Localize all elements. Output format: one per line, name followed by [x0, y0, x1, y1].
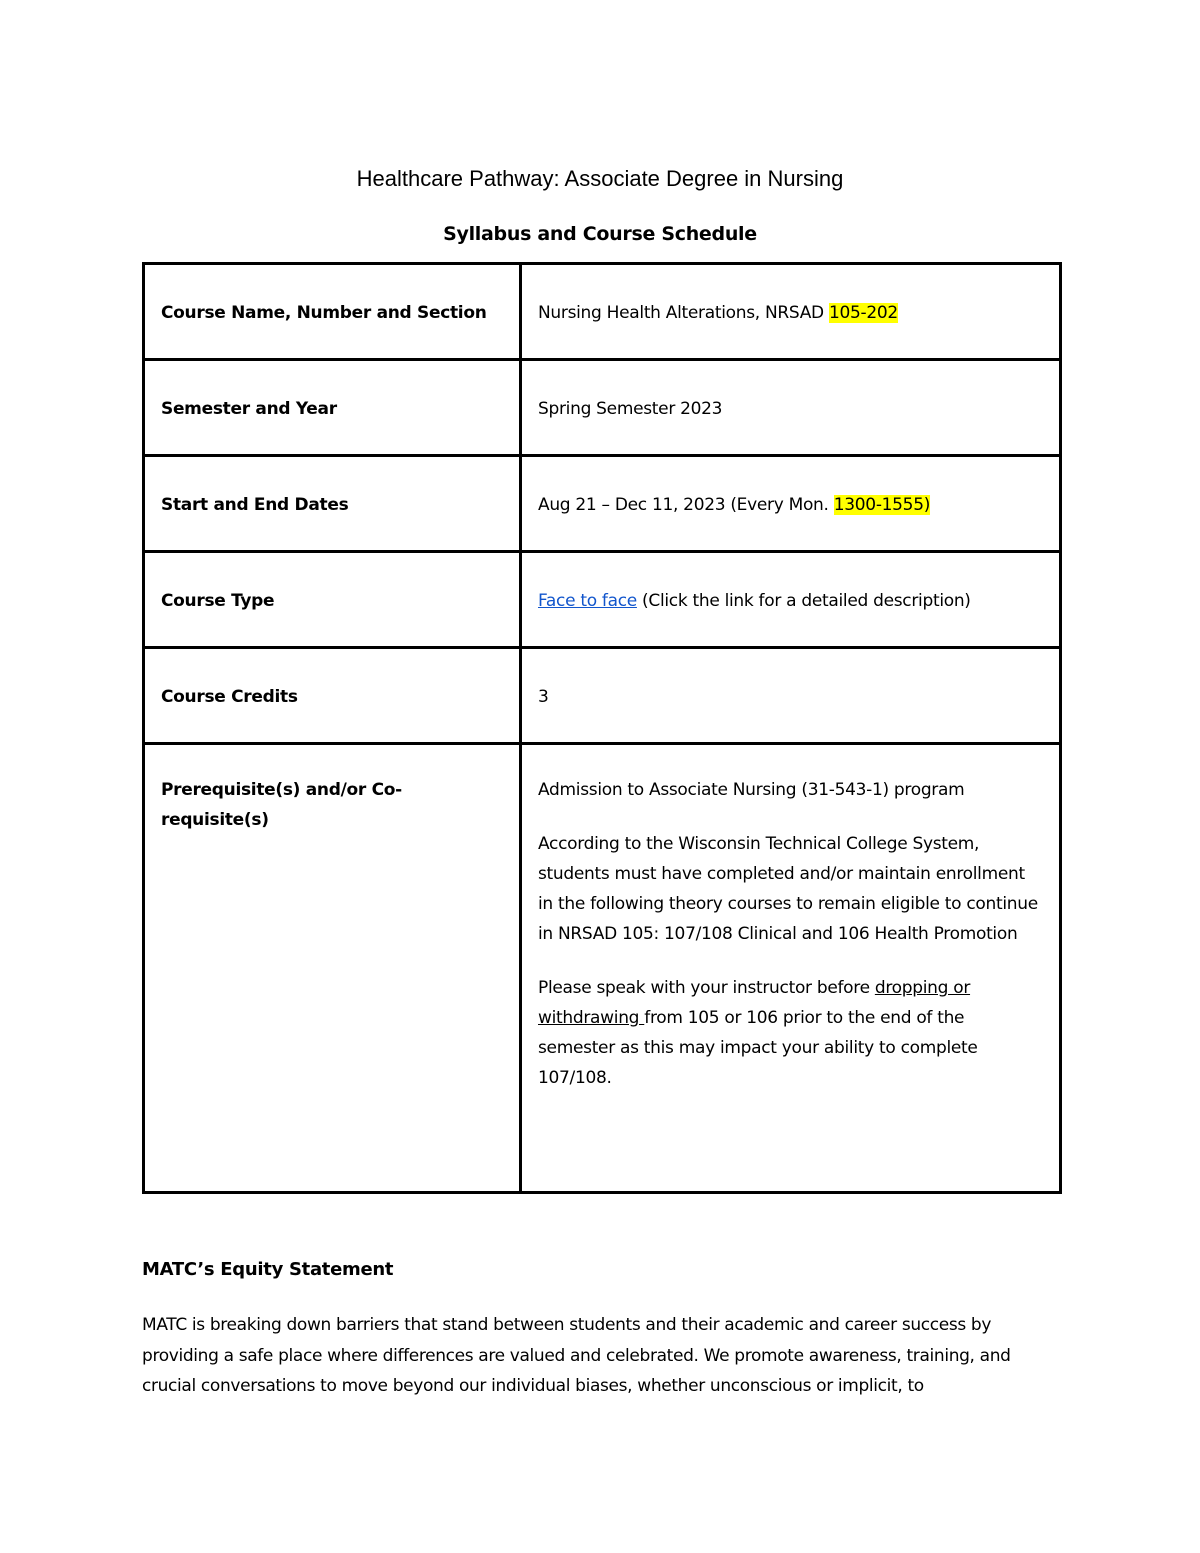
- table-row: [144, 456, 1061, 552]
- course-type-value-cell: [521, 552, 1061, 648]
- prerequisites-label-cell: [144, 744, 521, 1193]
- prerequisites-instructor-note: [538, 973, 1043, 1093]
- instructor-note-rest: from 105 or 106 prior to the end of the semester as this may impact your ability to complete 107/108.: [538, 1008, 978, 1088]
- semester-value-cell: [521, 360, 1061, 456]
- semester-value: Spring Semester 2023: [538, 399, 723, 419]
- course-name-text: Nursing Health Alterations, NRSAD: [538, 303, 829, 323]
- table-row: [144, 264, 1061, 360]
- credits-label: Course Credits: [161, 687, 298, 707]
- prerequisites-value: [522, 745, 1059, 1093]
- course-type-value: [522, 553, 1059, 616]
- equity-heading: MATC’s Equity Statement: [142, 1259, 394, 1280]
- syllabus-table: [142, 262, 1062, 1194]
- course-type-description: (Click the link for a detailed description): [636, 591, 971, 611]
- credits-label-cell: [144, 648, 521, 744]
- document-title: Healthcare Pathway: Associate Degree in Nursing: [356, 166, 844, 191]
- table-row: [144, 552, 1061, 648]
- course-type-label: Course Type: [161, 591, 275, 611]
- prerequisites-wtcs-note: According to the Wisconsin Technical College System, students must have completed and/or maintain enrollment in the following theory courses to remain eligible to continue in NRSAD 105: 107/108 Clinical and 106 Health Promotion: [538, 834, 1038, 944]
- course-name-value: [522, 265, 1059, 328]
- instructor-note-text: Please speak with your instructor before: [538, 978, 875, 998]
- prerequisites-value-cell: [521, 744, 1061, 1193]
- table-row: [144, 744, 1061, 1193]
- semester-label-cell: [144, 360, 521, 456]
- table-row: [144, 360, 1061, 456]
- credits-value-cell: [521, 648, 1061, 744]
- course-name-value-cell: [521, 264, 1061, 360]
- prerequisites-admission: Admission to Associate Nursing (31-543-1) program: [538, 780, 965, 800]
- dates-text: Aug 21 – Dec 11, 2023 (Every Mon.: [538, 495, 834, 515]
- face-to-face-link[interactable]: Face to face: [538, 591, 637, 611]
- credits-value: 3: [538, 687, 549, 707]
- dates-label-cell: [144, 456, 521, 552]
- table-row: [144, 648, 1061, 744]
- dates-label: Start and End Dates: [161, 495, 349, 515]
- equity-body: MATC is breaking down barriers that stand between students and their academic and career success by providing a safe place where differences are valued and celebrated. We promote awareness, training, and crucial conversations to move beyond our individual biases, whether unconscious or implicit, to: [142, 1315, 1011, 1396]
- dates-time-highlight: 1300-1555): [833, 495, 931, 515]
- dates-value: [522, 457, 1059, 520]
- course-name-label-cell: [144, 264, 521, 360]
- course-name-label: Course Name, Number and Section: [161, 303, 487, 323]
- course-type-label-cell: [144, 552, 521, 648]
- semester-label: Semester and Year: [161, 399, 337, 419]
- document-subtitle: Syllabus and Course Schedule: [443, 223, 757, 245]
- dropping-withdrawing-link[interactable]: dropping or withdrawing: [538, 978, 971, 1028]
- prerequisites-label: Prerequisite(s) and/or Co-requisite(s): [161, 780, 402, 830]
- course-section-highlight: 105-202: [828, 303, 898, 323]
- dates-value-cell: [521, 456, 1061, 552]
